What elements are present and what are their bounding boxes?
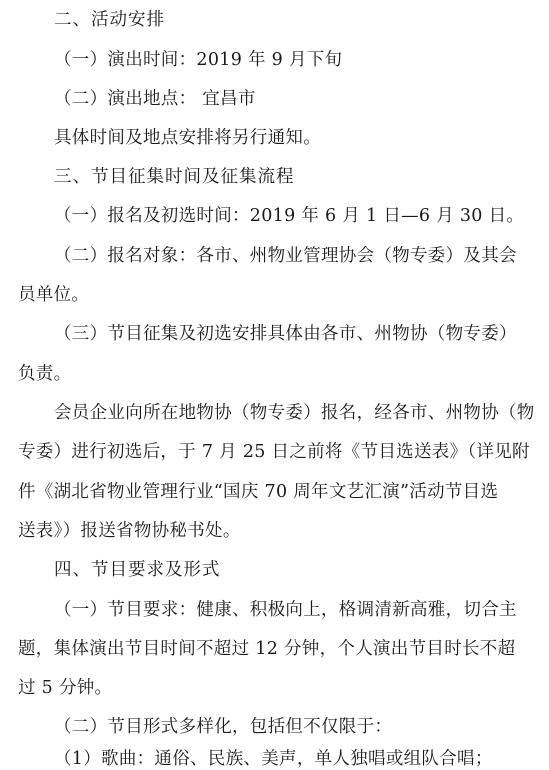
paragraph-line: （二）节目形式多样化，包括但不仅限于： [54, 717, 393, 737]
paragraph-line: （一）节目要求：健康、积极向上，格调清新高雅，切合主 [54, 600, 517, 620]
paragraph-line: （二）报名对象：各市、州物业管理协会（物专委）及其会 [54, 246, 517, 266]
paragraph-line: 具体时间及地点安排将另行通知。 [54, 128, 321, 148]
paragraph-line: 专委）进行初选后，于 7 月 25 日之前将《节目选送表》（详见附 [18, 442, 530, 462]
paragraph-line: 会员企业向所在地物协（物专委）报名，经各市、州物协（物 [54, 403, 535, 423]
paragraph-line: 负责。 [18, 364, 72, 384]
paragraph-line: （1）歌曲：通俗、民族、美声，单人独唱或组队合唱； [54, 749, 493, 769]
paragraph-line: （二）演出地点： 宜昌市 [54, 89, 256, 109]
paragraph-line: 送表》）报送省物协秘书处。 [18, 521, 241, 541]
section-heading: 四、节目要求及形式 [54, 560, 221, 580]
paragraph-line: （一）演出时间：2019 年 9 月下旬 [54, 50, 343, 70]
section-heading: 二、活动安排 [54, 10, 165, 30]
paragraph-line: 员单位。 [18, 285, 90, 305]
paragraph-line: 题，集体演出节目时间不超过 12 分钟，个人演出节目时长不超 [18, 639, 516, 659]
section-heading: 三、节目征集时间及征集流程 [54, 167, 295, 187]
paragraph-line: （三）节目征集及初选安排具体由各市、州物协（物专委） [54, 324, 517, 344]
paragraph-line: 件《湖北省物业管理行业“国庆 70 周年文艺汇演”活动节目选 [18, 482, 499, 502]
paragraph-line: （一）报名及初选时间：2019 年 6 月 1 日—6 月 30 日。 [54, 206, 525, 226]
paragraph-line: 过 5 分钟。 [18, 678, 113, 698]
